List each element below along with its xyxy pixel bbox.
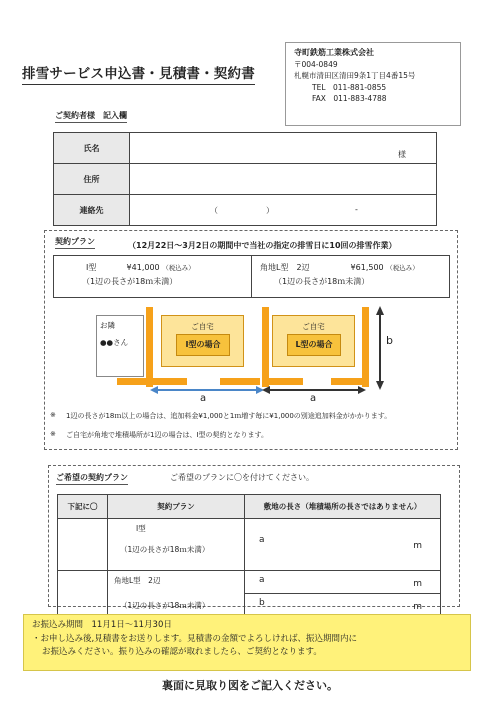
row2-b: b — [259, 597, 265, 608]
col-length: 敷地の長さ（堆積場所の長さではありません） — [245, 495, 441, 519]
name-suffix: 様 — [398, 150, 406, 159]
company-box — [285, 42, 461, 126]
company-address: 札幌市清田区清田9条1丁目4番15号 — [294, 71, 416, 81]
neighbor-house — [96, 315, 144, 377]
plan-i-note: （1辺の長さが18ｍ未満） — [82, 276, 178, 286]
address-label: 住所 — [54, 164, 130, 195]
arrow-a-blue — [150, 386, 264, 394]
home-i-type — [161, 315, 244, 367]
row2b-length-cell[interactable] — [245, 593, 441, 616]
customer-heading: ご契約者様 記入欄 — [55, 110, 127, 123]
row1-a: a — [259, 535, 265, 545]
name-field[interactable] — [130, 133, 437, 164]
l-case-label: L型の場合 — [287, 334, 341, 356]
company-fax: FAX 011-883-4788 — [312, 93, 387, 103]
footer-note: 裏面に見取り図をご記入ください。 — [162, 679, 338, 692]
payment-box — [23, 614, 471, 671]
plan-i-tax: （税込み） — [162, 264, 195, 272]
home-l-label: ご自宅 — [302, 322, 325, 331]
col-plan: 契約プラン — [108, 495, 245, 519]
note-2: ご自宅が角地で堆積場所が1辺の場合は、I型の契約となります。 — [66, 431, 268, 439]
row2-a-unit: m — [413, 579, 422, 589]
company-tel: TEL 011-881-0855 — [312, 82, 387, 92]
note-mark-2: ※ — [50, 430, 56, 438]
name-label: 氏名 — [54, 133, 130, 164]
row2-note: （1辺の長さが18ｍ未満） — [120, 601, 210, 610]
side-b-label: b — [386, 334, 393, 347]
side-a-label-1: a — [200, 393, 207, 404]
neighbor-name: ●●さん — [100, 338, 129, 347]
row1-unit: m — [413, 541, 422, 551]
contact-field[interactable] — [130, 195, 437, 226]
row2-plan: 角地L型 2辺 — [114, 576, 161, 585]
plan-l-tax: （税込み） — [386, 264, 419, 272]
form-title: 排雪サービス申込書・見積書・契約書 — [22, 62, 255, 85]
side-a-label-2: a — [310, 393, 317, 404]
company-name: 寺町鉄筋工業株式会社 — [294, 48, 374, 57]
preference-instruction: ご希望のプランに〇を付けてください。 — [170, 473, 314, 482]
row2-b-unit: m — [413, 601, 422, 612]
row2-plan-cell — [108, 571, 245, 616]
plan-i-name: I型 — [86, 263, 97, 272]
address-field[interactable] — [130, 164, 437, 195]
plan-heading: 契約プラン — [55, 236, 95, 249]
plan-l-type — [251, 256, 449, 297]
plan-i-type — [54, 256, 251, 297]
payment-line-2: お振込みください。振り込みの確認が取れましたら、ご契約となります。 — [42, 647, 322, 658]
contact-paren-open: （ — [210, 206, 218, 215]
plan-table — [53, 255, 450, 298]
contact-paren-close: ） — [266, 206, 274, 215]
preference-heading: ご希望の契約プラン — [56, 472, 128, 485]
plan-i-price: ¥41,000 — [126, 263, 160, 272]
wall-i-left — [146, 307, 153, 387]
row2-a: a — [259, 575, 265, 585]
row1-length-cell[interactable] — [245, 519, 441, 571]
company-postal: 〒004-0849 — [294, 60, 338, 69]
wall-l-right — [362, 307, 369, 387]
row1-mark-cell[interactable] — [58, 519, 108, 571]
plan-l-note: （1辺の長さが18ｍ未満） — [274, 276, 370, 286]
row2-mark-cell[interactable] — [58, 571, 108, 616]
payment-line-1: ・お申し込み後,見積書をお送りします。見積書の金額でよろしければ、振込期間内に — [32, 633, 358, 644]
arrow-b — [374, 306, 386, 390]
i-case-label: I型の場合 — [176, 334, 230, 356]
col-mark: 下記に〇 — [58, 495, 108, 519]
home-i-label: ご自宅 — [191, 322, 214, 331]
payment-period: お振込み期間 11月1日～11月30日 — [32, 620, 172, 630]
plan-period-note: （12月22日～3月2日の期間中で当社の指定の排雪日に10回の排雪作業） — [128, 241, 397, 250]
neighbor-label: お隣 — [100, 321, 115, 330]
plan-l-price: ¥61,500 — [350, 263, 384, 272]
wall-i-bottom-left — [117, 378, 147, 385]
row1-plan: I型 — [136, 524, 146, 533]
customer-table — [53, 132, 437, 226]
home-l-type — [272, 315, 355, 367]
contact-label: 連絡先 — [54, 195, 130, 226]
plan-l-name: 角地L型 2辺 — [260, 263, 310, 272]
row1-note: （1辺の長さが18ｍ未満） — [120, 545, 210, 554]
row1-plan-cell — [108, 519, 245, 571]
row2a-length-cell[interactable] — [245, 571, 441, 594]
contact-dash: - — [355, 205, 358, 214]
wall-l-left — [262, 307, 269, 387]
note-mark-1: ※ — [50, 411, 56, 419]
preference-table — [57, 494, 441, 616]
note-1: 1辺の長さが18ｍ以上の場合は、追加料金¥1,000と1ｍ増す毎に¥1,000の別途追加料金がかかります。 — [66, 412, 392, 420]
